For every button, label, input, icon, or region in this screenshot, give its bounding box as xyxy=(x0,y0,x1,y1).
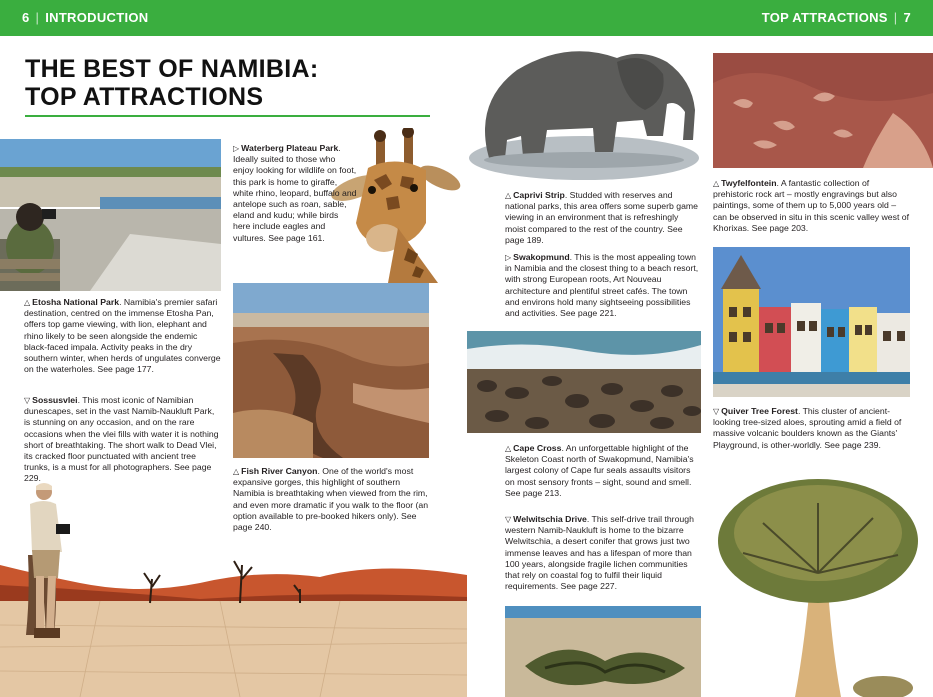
twyfelfontein-name: Twyfelfontein xyxy=(721,178,777,188)
sossusvlei-name: Sossusvlei xyxy=(32,395,78,405)
welwitschia-photo xyxy=(505,606,701,697)
fish-river-canyon-text: . One of the world's most expansive gorges, this highlight of southern Namibia is breathtaking when viewed from the rim, and even more dramatic if you walk to the floor (an option available to pre-booked hikers only). See page 240. xyxy=(233,466,429,533)
sossusvlei-entry xyxy=(24,395,222,485)
page-title-line2: TOP ATTRACTIONS xyxy=(25,83,264,111)
quiver-tree-forest-text: . This cluster of ancient-looking tree-sized aloes, sprouting amid a field of massive volcanic boulders known as the Giants' Playground, is other-worldly. See page 239. xyxy=(713,406,902,450)
title-rule xyxy=(25,115,430,117)
triangle-down-icon: ▽ xyxy=(505,515,512,524)
welwitschia-drive-entry xyxy=(505,514,701,592)
quiver-tree-forest-name: Quiver Tree Forest xyxy=(721,406,798,416)
sossusvlei-text: . This most iconic of Namibian dunescapes, set in the vast Namib-Naukluft Park, is stunning on any occasion, and on the rare occasions when the vlei fills with water it is nothing short of breathtaking. The short walk to Dead Vlei, its cracked floor punctuated with ancient tree trunks, is a must for all photographers. See page 229. xyxy=(24,395,219,484)
twyfelfontein-text: . A fantastic collection of prehistoric rock art – mostly engravings but also paintings, some of them up to 5,000 years old – can be observed in situ in this scenic valley west of Khorixas. See page 203. xyxy=(713,178,910,233)
triangle-up-icon: △ xyxy=(505,444,512,453)
welwitschia-drive-name: Welwitschia Drive xyxy=(513,514,587,524)
triangle-down-icon: ▽ xyxy=(24,396,31,405)
left-page-number: 6 xyxy=(22,10,30,25)
elephant-photo xyxy=(467,40,701,180)
quiver-tree-photo xyxy=(713,463,933,697)
cape-cross-text: . An unforgettable highlight of the Skeleton Coast north of Swakopmund, Namibia's largest colony of Cape fur seals assaults visitors on most sensory fronts – sight, sound and smell. See page 213. xyxy=(505,443,694,498)
right-section-title: TOP ATTRACTIONS xyxy=(761,10,888,25)
left-running-header: 6 | INTRODUCTION xyxy=(22,10,149,25)
swakopmund-photo xyxy=(713,247,910,397)
right-running-header: TOP ATTRACTIONS | 7 xyxy=(761,10,911,25)
fish-river-canyon-photo xyxy=(233,283,429,458)
page-title-line1: THE BEST OF NAMIBIA: xyxy=(25,55,319,83)
caprivi-strip-entry xyxy=(505,190,701,246)
triangle-down-icon: ▽ xyxy=(713,407,720,416)
photographer-photo xyxy=(22,482,78,640)
twyfelfontein-entry xyxy=(713,178,911,234)
swakopmund-name: Swakopmund xyxy=(513,252,570,262)
triangle-right-icon: ▷ xyxy=(233,144,240,153)
waterberg-entry xyxy=(233,143,358,244)
etosha-name: Etosha National Park xyxy=(32,297,120,307)
caprivi-strip-name: Caprivi Strip xyxy=(513,190,565,200)
waterberg-name: Waterberg Plateau Park xyxy=(241,143,339,153)
right-page-number: 7 xyxy=(903,10,911,25)
waterberg-text: . Ideally suited to those who enjoy looking for wildlife on foot, this park is home to giraffe, white rhino, leopard, buffalo and antelope such as roan, sable, eland and kudu; while birds here include eagles and vultures. See page 161. xyxy=(233,143,357,243)
quiver-tree-forest-entry xyxy=(713,406,911,451)
swakopmund-text: . This is the most appealing town in Namibia and the closest thing to a beach resort, with strong European roots, Art Nouveau architecture and plentiful street cafés. The town and environs hold many sightseeing possibilities and activities. See page 221. xyxy=(505,252,699,319)
left-section-title: INTRODUCTION xyxy=(45,10,149,25)
page-title xyxy=(25,55,435,111)
etosha-entry xyxy=(24,297,222,375)
cape-cross-name: Cape Cross xyxy=(513,443,562,453)
twyfelfontein-photo xyxy=(713,53,933,168)
triangle-right-icon: ▷ xyxy=(505,253,512,262)
triangle-up-icon: △ xyxy=(24,298,31,307)
caprivi-strip-text: . Studded with reserves and national parks, this area offers some superb game viewing in an environment that is refreshingly moist compared to the rest of the country. See page 189. xyxy=(505,190,698,245)
cape-cross-entry xyxy=(505,443,701,499)
fish-river-canyon-name: Fish River Canyon xyxy=(241,466,318,476)
triangle-up-icon: △ xyxy=(505,191,512,200)
etosha-photo xyxy=(0,139,221,291)
etosha-text: . Namibia's premier safari destination, centred on the immense Etosha Pan, offers top game viewing, with lion, elephant and rhino likely to be seen alongside the endemic black-faced impala. Activity peaks in the dry southern winter, when herds of ungulates converge on the waterholes. See page 177. xyxy=(24,297,221,375)
fish-river-canyon-entry xyxy=(233,466,429,533)
triangle-up-icon: △ xyxy=(713,179,720,188)
swakopmund-entry xyxy=(505,252,701,319)
triangle-up-icon: △ xyxy=(233,467,240,476)
cape-cross-photo xyxy=(467,331,701,433)
welwitschia-drive-text: . This self-drive trail through western Namib-Naukluft is home to the bizarre Welwitschia, a desert conifer that grows just two immense leaves and has a lifespan of more than 100 years, alongside fragile lichen communities that rely on coastal fog to fulfil their liquid requirements. See page 227. xyxy=(505,514,694,592)
